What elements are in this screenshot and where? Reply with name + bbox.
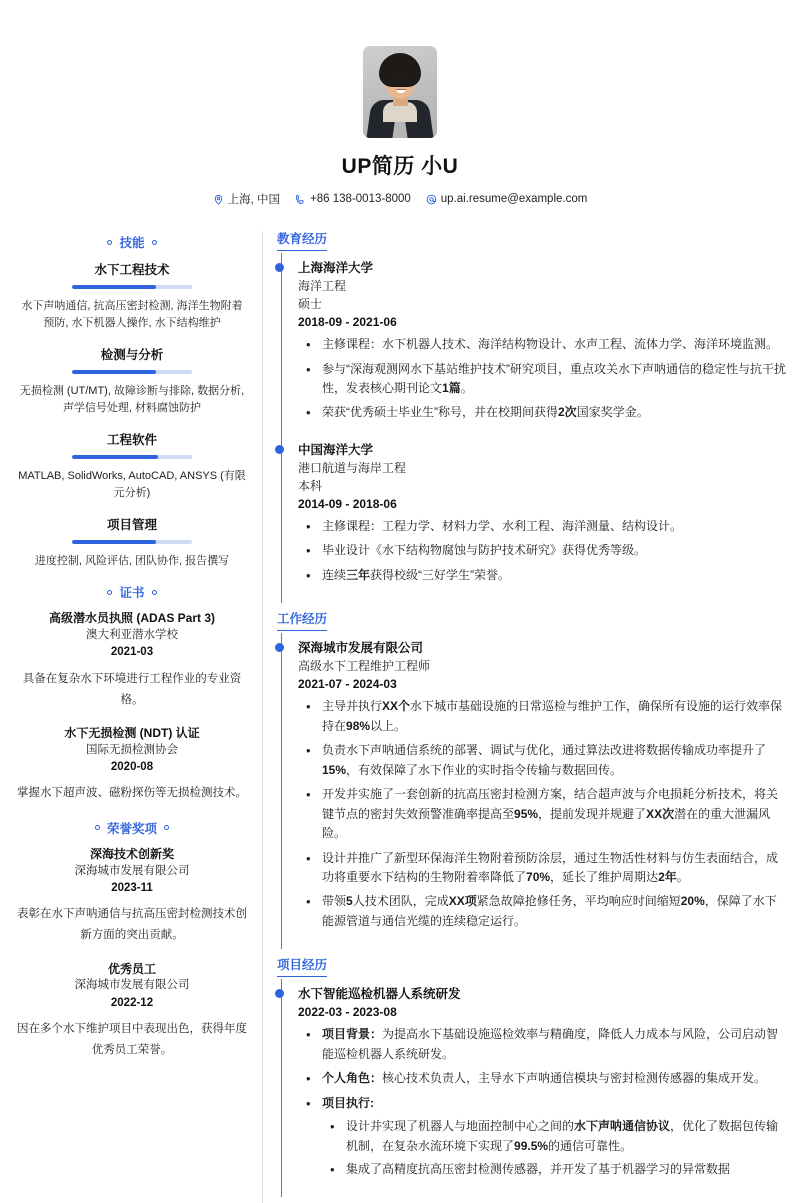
- skill-progress-fill: [72, 540, 156, 544]
- bullet: • 毕业设计《水下结构物腐蚀与防护技术研究》获得优秀等级。: [298, 541, 788, 560]
- sub-bullet: • 设计并实现了机器人与地面控制中心之间的水下声呐通信协议，优化了数据包传输机制，在复杂水流环境下实现了99.5%的通信可靠性。: [322, 1117, 788, 1156]
- bullet: • 主修课程：工程力学、材料力学、水利工程、海洋测量、结构设计。: [298, 517, 788, 536]
- bullet: • 负责水下声呐通信系统的部署、调试与优化，通过算法改进将数据传输成功率提升了15%，有效保障了水下作业的实时指令传输与数据回传。: [298, 741, 788, 780]
- section-title-work: 工作经历: [277, 609, 327, 631]
- work-date: 2021-07 - 2024-03: [298, 677, 397, 692]
- education-degree: 硕士: [298, 297, 323, 312]
- skill-progress-bar: [72, 285, 192, 289]
- bullet: • 项目背景：为提高水下基础设施巡检效率与精确度，降低人力成本与风险，公司启动智能巡检机器人系统研发。: [298, 1025, 788, 1064]
- certificate-issuer: 国际无损检测协会: [86, 743, 178, 756]
- contact-phone-text: +86 138-0013-8000: [310, 193, 411, 205]
- education-timeline: [281, 253, 788, 603]
- main-content: [263, 229, 800, 1203]
- ring-icon: [107, 240, 112, 245]
- ring-icon: [107, 590, 112, 595]
- project-date: 2022-03 - 2023-08: [298, 1005, 397, 1020]
- skill-progress-bar: [72, 370, 192, 374]
- avatar-eye-right: [404, 76, 409, 78]
- location-icon: [213, 194, 224, 205]
- sidebar-heading-skills: [16, 233, 248, 251]
- education-major: 港口航道与海岸工程: [298, 461, 407, 475]
- contact-location: [213, 191, 280, 207]
- skill-description: 无损检测 (UT/MT), 故障诊断与排除, 数据分析, 声学信号处理, 材料腐蚀防护: [19, 385, 245, 415]
- phone-icon: [295, 194, 306, 205]
- bullet: • 设计并推广了新型环保海洋生物附着预防涂层，通过生物活性材料与仿生表面结合，成功将重要水下结构的生物附着率降低了70%，延长了维护周期达2年。: [298, 849, 788, 888]
- education-bullets: [298, 335, 788, 423]
- sidebar-heading-certificates-label: 证书: [119, 586, 145, 601]
- education-item: [298, 441, 788, 603]
- sidebar-heading-awards: [16, 819, 248, 837]
- work-title: 高级水下工程维护工程师: [298, 659, 431, 674]
- page-title: UP简历 小U: [341, 155, 459, 178]
- avatar-eye-left: [390, 76, 395, 78]
- skill-progress-fill: [72, 455, 158, 459]
- education-degree: 本科: [298, 479, 323, 493]
- section-title-education: 教育经历: [277, 229, 327, 251]
- bullet: • 主修课程：水下机器人技术、海洋结构物设计、水声工程、流体力学、海洋环境监测。: [298, 335, 788, 354]
- sidebar-heading-skills-label: 技能: [119, 236, 145, 250]
- bullet: [298, 1094, 788, 1180]
- sidebar-heading-awards-label: 荣誉奖项: [106, 821, 157, 836]
- skill-name: 检测与分析: [100, 348, 164, 363]
- bullet: • 个人角色：核心技术负责人，主导水下声呐通信模块与密封检测传感器的集成开发。: [298, 1069, 788, 1088]
- skill-name: 工程软件: [106, 433, 157, 448]
- certificate-description: 具备在复杂水下环境进行工程作业的专业资格。: [22, 672, 242, 706]
- certificate-issuer: 澳大利亚潜水学校: [86, 629, 178, 642]
- contact-phone: [295, 193, 411, 205]
- certificate-title: 水下无损检测 (NDT) 认证: [64, 726, 200, 741]
- section-projects: [277, 955, 788, 1197]
- education-date: 2014-09 - 2018-06: [298, 497, 397, 511]
- education-bullets: [298, 517, 788, 585]
- project-bullets: [298, 1025, 788, 1179]
- education-school: 上海海洋大学: [298, 261, 374, 275]
- project-item: [298, 985, 788, 1197]
- resume-header: [0, 0, 800, 217]
- award-description: 表彰在水下声呐通信与抗高压密封检测技术创新方面的突出贡献。: [17, 908, 247, 942]
- contact-list: [0, 191, 800, 207]
- ring-icon: [164, 825, 169, 830]
- skill-description: MATLAB, SolidWorks, AutoCAD, ANSYS (有限元分析): [18, 470, 246, 500]
- award-date: 2023-11: [111, 881, 153, 894]
- education-item: [298, 259, 788, 441]
- skill-item: [16, 515, 248, 570]
- avatar-hair: [379, 53, 421, 87]
- skill-progress-bar: [72, 540, 192, 544]
- award-issuer: 深海城市发展有限公司: [74, 864, 190, 877]
- skill-progress-fill: [72, 285, 156, 289]
- work-timeline: [281, 633, 788, 949]
- certificate-item: [16, 610, 248, 711]
- work-bullets: [298, 697, 788, 931]
- bullet: • 主导并执行XX个水下城市基础设施的日常巡检与维护工作，确保所有设施的运行效率保持在98%以上。: [298, 697, 788, 736]
- award-issuer: 深海城市发展有限公司: [74, 979, 190, 992]
- avatar: [363, 46, 437, 138]
- skill-name: 水下工程技术: [94, 263, 170, 277]
- resume-body: [0, 217, 800, 1203]
- skill-item: [16, 260, 248, 332]
- ring-icon: [152, 590, 157, 595]
- bullet: • 开发并实施了一套创新的抗高压密封检测方案，结合超声波与介电损耗分析技术，将关键节点的密封失效预警准确率提高至95%，提前发现并规避了XX次潜在的重大泄漏风险。: [298, 785, 788, 843]
- skill-item: [16, 430, 248, 502]
- certificate-title: 高级潜水员执照 (ADAS Part 3): [48, 611, 215, 626]
- award-item: [16, 961, 248, 1062]
- bullet: • 带领5人技术团队，完成XX项紧急故障抢修任务，平均响应时间缩短20%，保障了水下能源管道与通信光缆的连续稳定运行。: [298, 892, 788, 931]
- project-sub-bullets: [322, 1117, 788, 1179]
- contact-location-text: 上海, 中国: [227, 194, 281, 206]
- skill-description: 进度控制, 风险评估, 团队协作, 报告撰写: [34, 555, 230, 568]
- skill-name: 项目管理: [106, 518, 157, 533]
- skill-progress-bar: [72, 455, 192, 459]
- award-item: [16, 846, 248, 947]
- skill-item: [16, 345, 248, 417]
- work-company: 深海城市发展有限公司: [298, 641, 424, 656]
- award-title: 深海技术创新奖: [89, 846, 174, 861]
- section-education: [277, 229, 788, 603]
- sidebar: [0, 229, 262, 1075]
- ring-icon: [152, 240, 157, 245]
- education-date: 2018-09 - 2021-06: [298, 315, 397, 330]
- award-description: 因在多个水下维护项目中表现出色，获得年度优秀员工荣誉。: [17, 1022, 247, 1057]
- email-icon: [426, 194, 437, 205]
- bullet: • 参与“深海观测网水下基站维护技术”研究项目，重点攻关水下声呐通信的稳定性与抗干扰性，发表核心期刊论文1篇。: [298, 360, 788, 399]
- award-date: 2022-12: [110, 996, 154, 1009]
- certificate-item: [16, 725, 248, 805]
- education-major: 海洋工程: [298, 279, 347, 294]
- skill-progress-fill: [72, 370, 156, 374]
- section-title-projects: 项目经历: [277, 955, 327, 977]
- project-name: 水下智能巡检机器人系统研发: [298, 987, 461, 1002]
- bullet: • 荣获“优秀硕士毕业生”称号，并在校期间获得2次国家奖学金。: [298, 403, 788, 422]
- contact-email-text: up.ai.resume@example.com: [440, 193, 588, 205]
- ring-icon: [95, 825, 100, 830]
- bullet-label: 项目执行:: [322, 1095, 374, 1110]
- sub-bullet: • 集成了高精度抗高压密封检测传感器，并开发了基于机器学习的异常数据: [322, 1160, 788, 1179]
- contact-email: [426, 193, 588, 205]
- certificate-description: 掌握水下超声波、磁粉探伤等无损检测技术。: [17, 787, 247, 800]
- projects-timeline: [281, 979, 788, 1197]
- skill-description: 水下声呐通信, 抗高压密封检测, 海洋生物附着预防, 水下机器人操作, 水下结构维护: [21, 300, 243, 330]
- bullet: • 连续三年获得校级“三好学生”荣誉。: [298, 566, 788, 585]
- certificate-date: 2021-03: [110, 646, 154, 659]
- education-school: 中国海洋大学: [298, 442, 374, 457]
- award-title: 优秀员工: [107, 961, 156, 976]
- section-work: [277, 609, 788, 949]
- sidebar-heading-certificates: [16, 583, 248, 601]
- work-item: [298, 639, 788, 949]
- certificate-date: 2020-08: [110, 761, 154, 774]
